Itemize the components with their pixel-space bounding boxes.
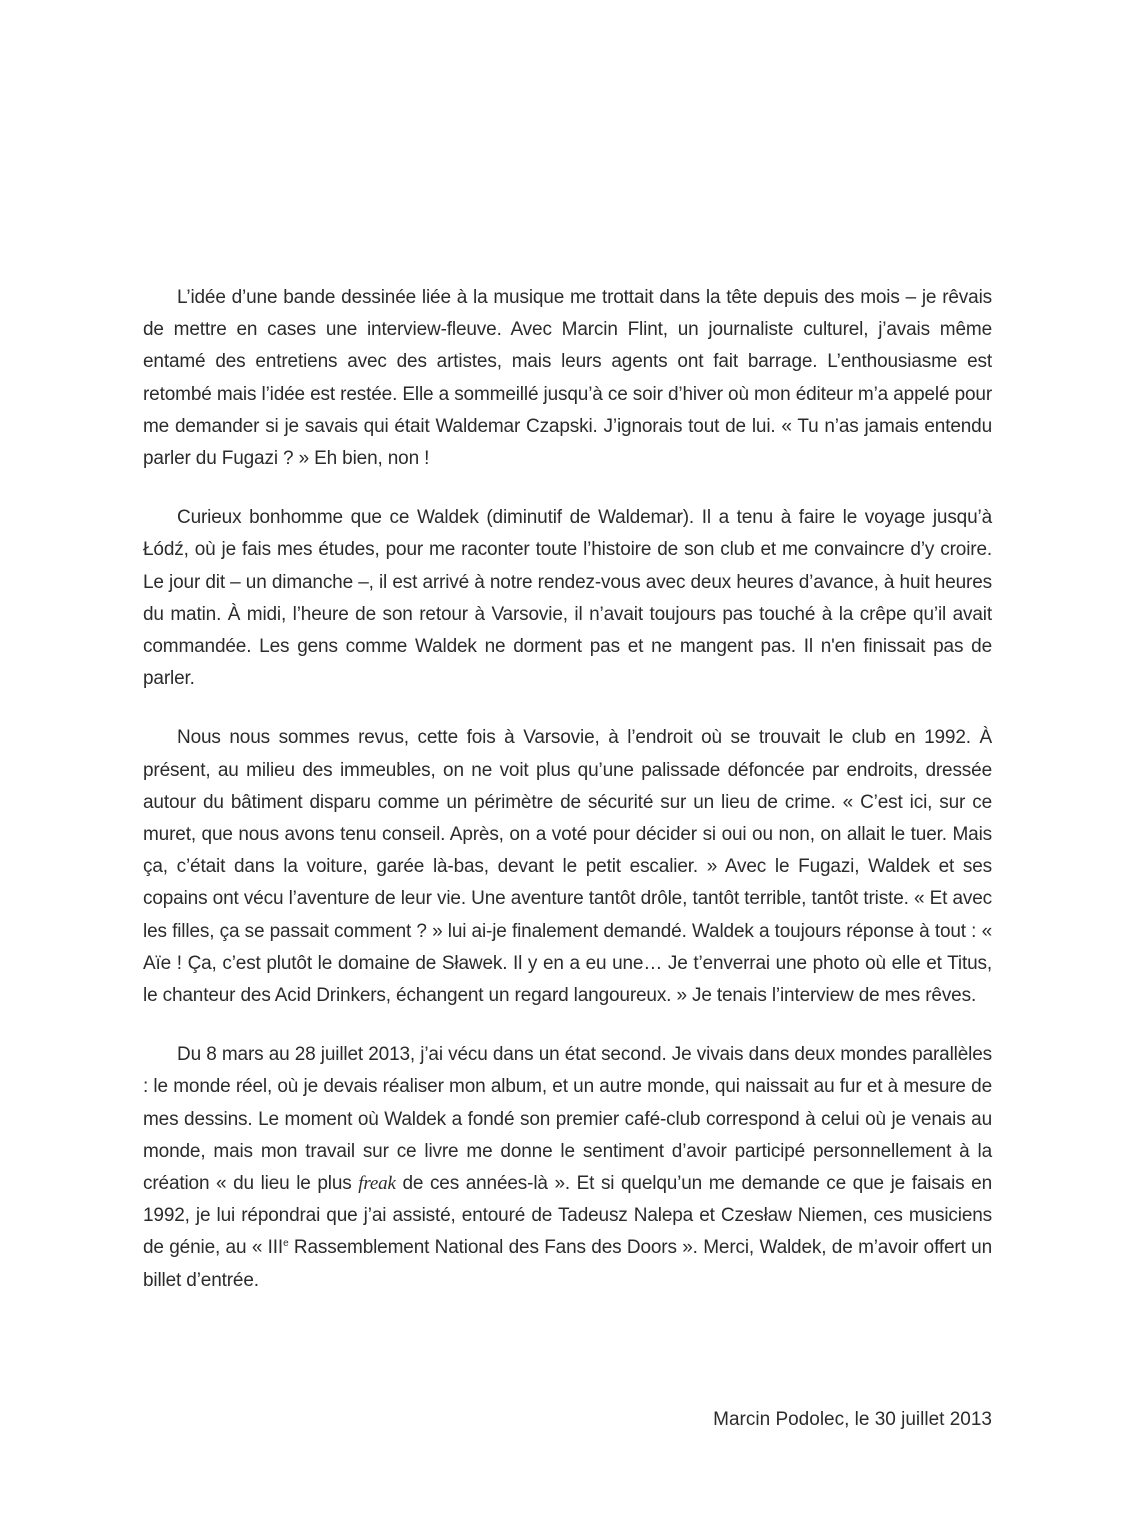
- author-signature: Marcin Podolec, le 30 juillet 2013: [713, 1409, 992, 1430]
- paragraph-4-part-1: Du 8 mars au 28 juillet 2013, j’ai vécu dans un état second. Je vivais dans deux mondes parallèles : le monde réel, où je devais réaliser mon album, et un autre monde, qui naissait au fur et à mesure de mes dessins. Le moment où Waldek a fondé son premier café-club correspond à celui où je venais au monde, mais mon travail sur ce livre me donne le sentiment d’avoir participé personnellement à la création « du lieu le plus: [143, 1044, 992, 1195]
- ordinal-superscript: e: [283, 1238, 289, 1250]
- preface-body: [143, 282, 992, 1324]
- paragraph-4-part-2: de ces années-là ». Et si quelqu’un me demande ce que je faisais en 1992, je lui répondrai que j’ai assisté, entouré de Tadeusz Nalepa et Czesław Niemen, ces musiciens de génie, au « III: [143, 1173, 992, 1259]
- paragraph-2: Curieux bonhomme que ce Waldek (diminutif de Waldemar). Il a tenu à faire le voyage jusqu’à Łódź, où je fais mes études, pour me raconter toute l’histoire de son club et me convaincre d’y croire. Le jour dit – un dimanche –, il est arrivé à notre rendez-vous avec deux heures d’avance, à huit heures du matin. À midi, l’heure de son retour à Varsovie, il n’avait toujours pas touché à la crêpe qu’il avait commandée. Les gens comme Waldek ne dorment pas et ne mangent pas. Il n'en finissait pas de parler.: [143, 507, 992, 690]
- italic-word-freak: freak: [358, 1173, 396, 1195]
- paragraph-4: [143, 1039, 992, 1297]
- paragraph-4-part-3: Rassemblement National des Fans des Doors ». Merci, Waldek, de m’avoir offert un billet d’entrée.: [143, 1237, 992, 1291]
- paragraph-3: Nous nous sommes revus, cette fois à Varsovie, à l’endroit où se trouvait le club en 1992. À présent, au milieu des immeubles, on ne voit plus qu’une palissade défoncée par endroits, dressée autour du bâtiment disparu comme un périmètre de sécurité sur un lieu de crime. « C’est ici, sur ce muret, que nous avons tenu conseil. Après, on a voté pour décider si oui ou non, on allait le tuer. Mais ça, c’était dans la voiture, garée là-bas, devant le petit escalier. » Avec le Fugazi, Waldek et ses copains ont vécu l’aventure de leur vie. Une aventure tantôt drôle, tantôt terrible, tantôt triste. « Et avec les filles, ça se passait comment ? » lui ai-je finalement demandé. Waldek a toujours réponse à tout : « Aïe ! Ça, c’est plutôt le domaine de Sławek. Il y en a eu une… Je t’enverrai une photo où elle et Titus, le chanteur des Acid Drinkers, échangent un regard langoureux. » Je tenais l’interview de mes rêves.: [143, 727, 992, 1007]
- paragraph-1: L’idée d’une bande dessinée liée à la musique me trottait dans la tête depuis des mois – je rêvais de mettre en cases une interview-fleuve. Avec Marcin Flint, un journaliste culturel, j’avais même entamé des entretiens avec des artistes, mais leurs agents ont fait barrage. L’enthousiasme est retombé mais l’idée est restée. Elle a sommeillé jusqu’à ce soir d’hiver où mon éditeur m’a appelé pour me demander si je savais qui était Waldemar Czapski. J’ignorais tout de lui. « Tu n’as jamais entendu parler du Fugazi ? » Eh bien, non !: [143, 287, 992, 470]
